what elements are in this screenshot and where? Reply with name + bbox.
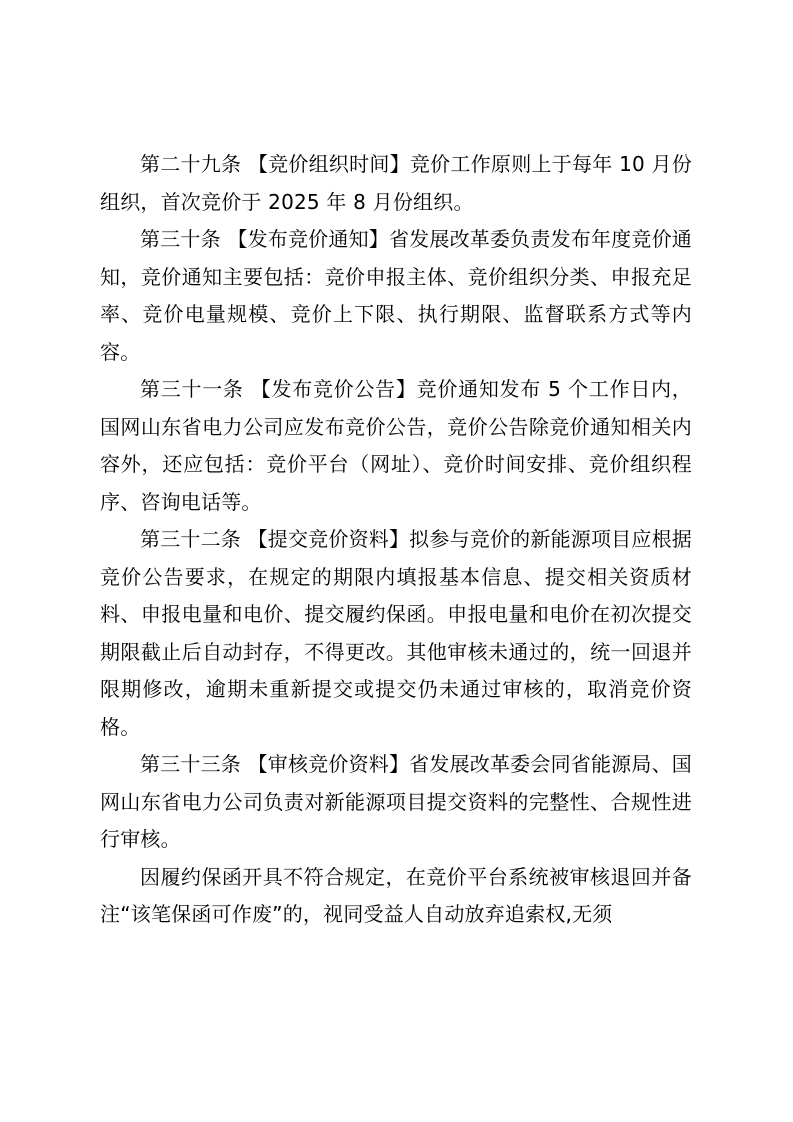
- article-30-paragraph: 第三十条 【发布竞价通知】省发展改革委负责发布年度竞价通知，竞价通知主要包括：竞价申报主体、竞价组织分类、申报充足率、竞价电量规模、竞价上下限、执行期限、监督联系方式等内容。: [100, 227, 692, 364]
- article-31-paragraph: 第三十一条 【发布竞价公告】竞价通知发布 5 个工作日内，国网山东省电力公司应发布竞价公告，竞价公告除竞价通知相关内容外，还应包括：竞价平台（网址）、竞价时间安排、竞价组织程序、咨询电话等。: [100, 377, 692, 514]
- article-33-continuation-paragraph: 因履约保函开具不符合规定，在竞价平台系统被审核退回并备注“该笔保函可作废”的，视同受益人自动放弃追索权,无须: [100, 864, 692, 926]
- article-32-paragraph: 第三十二条 【提交竞价资料】拟参与竞价的新能源项目应根据竞价公告要求，在规定的期限内填报基本信息、提交相关资质材料、申报电量和电价、提交履约保函。申报电量和电价在初次提交期限截止后自动封存，不得更改。其他审核未通过的，统一回退并限期修改，逾期未重新提交或提交仍未通过审核的，取消竞价资格。: [100, 527, 692, 739]
- article-33-paragraph: 第三十三条 【审核竞价资料】省发展改革委会同省能源局、国网山东省电力公司负责对新能源项目提交资料的完整性、合规性进行审核。: [100, 752, 692, 851]
- article-29-paragraph: 第二十九条 【竞价组织时间】竞价工作原则上于每年 10 月份组织，首次竞价于 2025 年 8 月份组织。: [100, 152, 692, 214]
- document-body: [100, 146, 692, 934]
